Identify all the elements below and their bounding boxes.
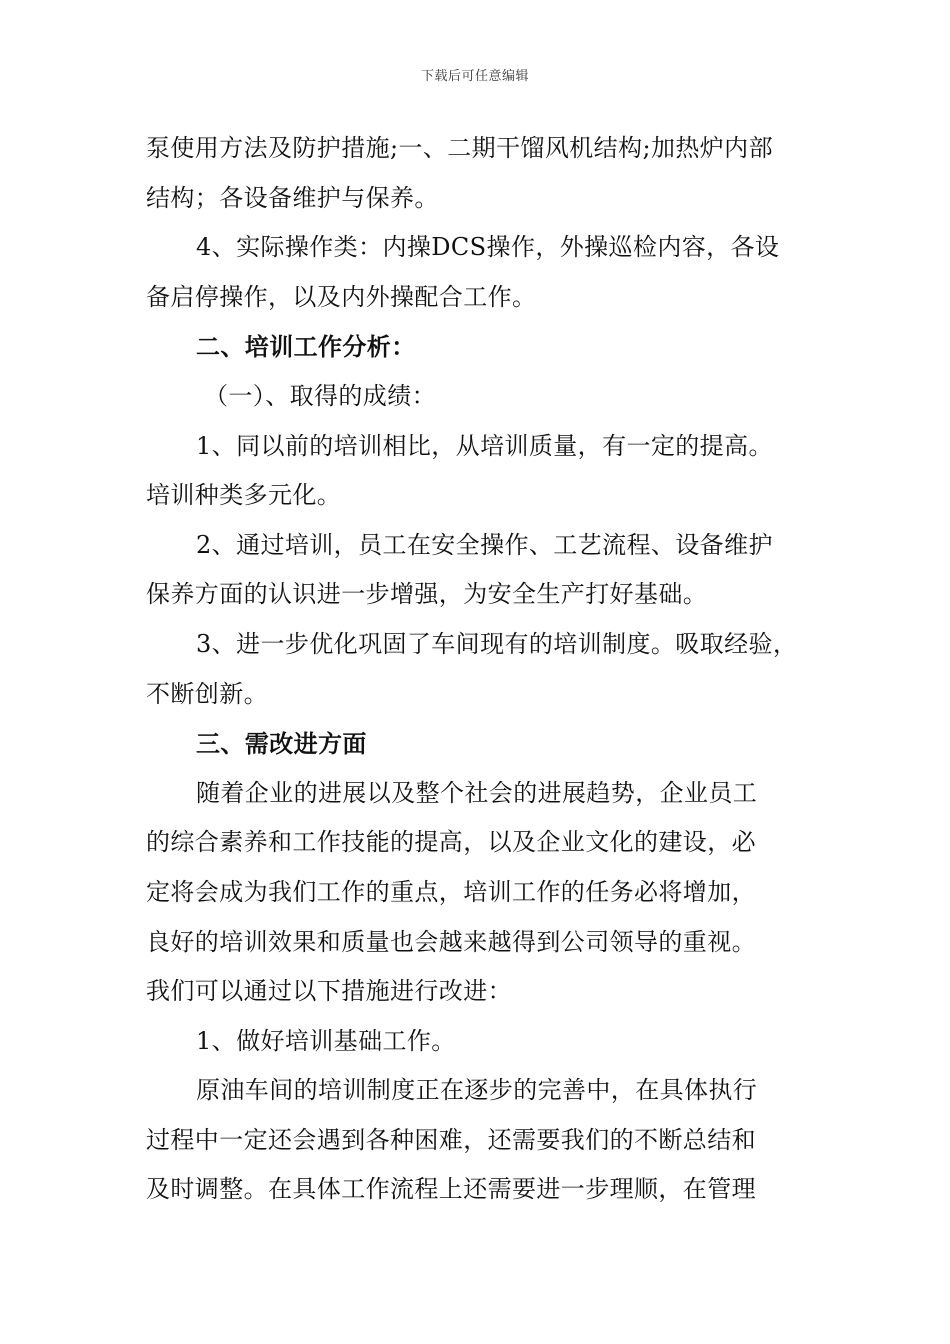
paragraph-line: 原油车间的培训制度正在逐步的完善中，在具体执行 (196, 1076, 758, 1105)
subsection-heading: （一）、取得的成绩： (204, 381, 436, 410)
paragraph-line: 1、同以前的培训相比，从培训质量，有一定的提高。 (196, 431, 773, 460)
paragraph-line: 我们可以通过以下措施进行改进： (146, 977, 512, 1006)
paragraph-line: 的综合素养和工作技能的提高，以及企业文化的建设，必 (146, 828, 756, 857)
paragraph-line: 3、进一步优化巩固了车间现有的培训制度。吸取经验， (196, 629, 798, 658)
paragraph-line: 培训种类多元化。 (146, 481, 342, 510)
paragraph-line: 2、通过培训，员工在安全操作、工艺流程、设备维护 (196, 530, 773, 559)
section-heading: 三、需改进方面 (196, 729, 367, 759)
paragraph-line: 定将会成为我们工作的重点，培训工作的任务必将增加， (146, 877, 756, 906)
paragraph-line: 不断创新。 (146, 679, 268, 708)
paragraph-line: 4、实际操作类：内操DCS操作，外操巡检内容，各设 (196, 233, 780, 262)
paragraph-line: 良好的培训效果和质量也会越来越得到公司领导的重视。 (146, 927, 756, 956)
paragraph-line: 泵使用方法及防护措施;一、二期干馏风机结构;加热炉内部 (146, 134, 773, 162)
page-header: 下载后可任意编辑 (420, 69, 529, 84)
paragraph-line: 备启停操作，以及内外操配合工作。 (146, 282, 537, 311)
paragraph-line: 随着企业的进展以及整个社会的进展趋势，企业员工 (196, 778, 758, 807)
paragraph-line: 1、做好培训基础工作。 (196, 1026, 456, 1055)
document-body (146, 124, 810, 1215)
paragraph-line: 保养方面的认识进一步增强，为安全生产打好基础。 (146, 580, 708, 609)
paragraph-line: 过程中一定还会遇到各种困难，还需要我们的不断总结和 (146, 1125, 756, 1154)
paragraph-line: 结构；各设备维护与保养。 (146, 183, 439, 212)
paragraph-line: 及时调整。在具体工作流程上还需要进一步理顺，在管理 (146, 1175, 756, 1204)
section-heading: 二、培训工作分析： (196, 332, 416, 362)
